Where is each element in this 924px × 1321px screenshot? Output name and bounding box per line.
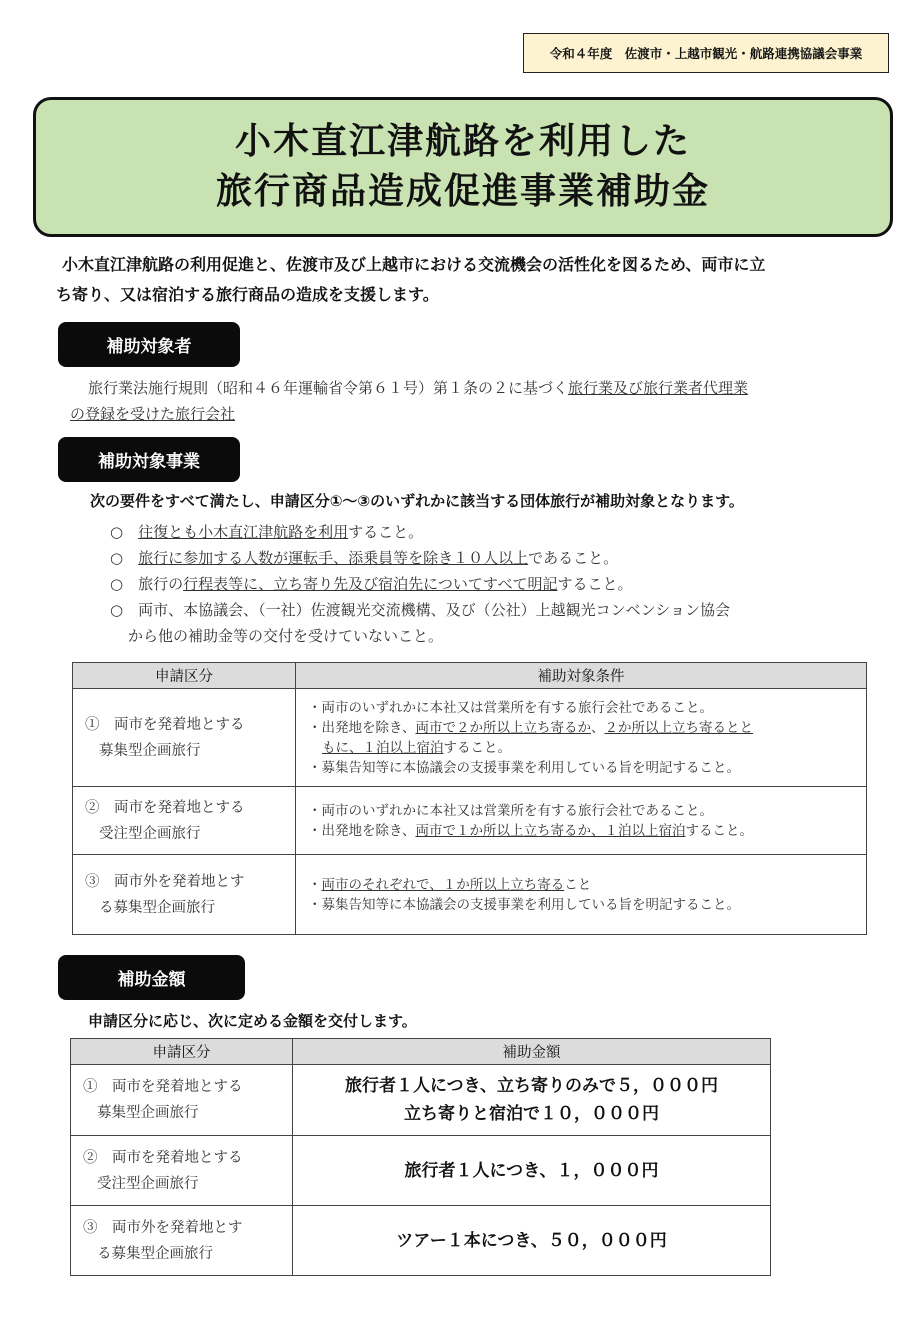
amount-table — [70, 1038, 771, 1276]
eligible-text-b: 旅行業及び旅行業者代理業 — [568, 379, 749, 397]
table-row — [73, 689, 867, 787]
program-badge — [523, 33, 889, 73]
requirement-4-line-1: 両市、本協議会、（一社）佐渡観光交流機構、及び（公社）上越観光コンベンション協会 — [138, 601, 730, 619]
category-line-1: ③ 両市外を発着地とす — [83, 1219, 243, 1236]
intro-line-1: 小木直江津航路の利用促進と、佐渡市及び上越市における交流機会の活性化を図るため、両市に立 — [62, 255, 766, 274]
condition-tail: すること。 — [443, 739, 511, 756]
amount-line: 旅行者１人につき、１，０００円 — [404, 1160, 659, 1181]
condition-tail: こと — [564, 876, 592, 893]
category-line-2: 受注型企画旅行 — [97, 1175, 199, 1192]
table-row — [71, 1136, 771, 1206]
condition-underlined: もに、１泊以上宿泊 — [322, 739, 444, 756]
table2-row3-category — [71, 1206, 293, 1276]
program-text: 令和４年度 佐渡市・上越市観光・航路連携協議会事業 — [549, 46, 863, 61]
condition-head: ・出発地を除き、 — [308, 822, 416, 839]
table2-header-amount: 補助金額 — [293, 1039, 771, 1065]
section-label-projects — [58, 437, 240, 482]
condition-head: ・ — [308, 876, 322, 893]
bullet-icon: ○ — [110, 575, 124, 593]
table2-row2-amount — [293, 1136, 771, 1206]
requirement-2-tail: であること。 — [528, 549, 619, 567]
condition-tail: すること。 — [685, 822, 753, 839]
category-line-2: 募集型企画旅行 — [99, 742, 201, 759]
requirement-2 — [110, 545, 618, 571]
table1-header-category: 申請区分 — [73, 663, 296, 689]
table1-row2-conditions — [296, 787, 867, 855]
section-label-projects-text: 補助対象事業 — [98, 452, 200, 472]
condition-line: ・募集告知等に本協議会の支援事業を利用している旨を明記すること。 — [308, 759, 740, 776]
requirement-2-underlined: 旅行に参加する人数が運転手、添乗員等を除き１０人以上 — [138, 549, 529, 567]
table1-row3-category — [73, 855, 296, 935]
condition-comma: 、 — [590, 719, 605, 736]
bullet-icon: ○ — [110, 601, 124, 619]
bullet-icon: ○ — [110, 549, 124, 567]
table1-row1-conditions — [296, 689, 867, 787]
table-row — [71, 1206, 771, 1276]
amount-line: ツアー１本につき、５０，０００円 — [396, 1230, 667, 1251]
requirement-3 — [110, 571, 633, 597]
condition-line — [308, 821, 865, 841]
amount-lead: 申請区分に応じ、次に定める金額を交付します。 — [88, 1012, 417, 1030]
condition-underlined: 両市のそれぞれで、１か所以上立ち寄る — [321, 876, 565, 893]
intro-paragraph — [56, 250, 874, 310]
category-line-1: ② 両市を発着地とする — [85, 799, 245, 816]
table2-row1-category — [71, 1065, 293, 1136]
condition-line — [308, 875, 865, 895]
table-row — [73, 855, 867, 935]
section-label-amount-text: 補助金額 — [117, 970, 186, 990]
table1-row2-category — [73, 787, 296, 855]
eligible-text-a: 旅行業法施行規則（昭和４６年運輸省令第６１号）第１条の２に基づく — [88, 379, 569, 397]
condition-underlined: 両市で２か所以上立ち寄るか — [415, 719, 591, 736]
condition-underlined: 両市で１か所以上立ち寄るか、１泊以上宿泊 — [415, 822, 686, 839]
requirement-1 — [110, 519, 423, 545]
category-line-1: ① 両市を発着地とする — [85, 716, 245, 733]
title-line-2: 旅行商品造成促進事業補助金 — [215, 171, 710, 212]
condition-underlined: ２か所以上立ち寄るとと — [604, 719, 753, 736]
table2-row1-amount — [293, 1065, 771, 1136]
condition-line: ・両市のいずれかに本社又は営業所を有する旅行会社であること。 — [308, 699, 713, 716]
requirement-3-head: 旅行の — [138, 575, 184, 593]
table2-row2-category — [71, 1136, 293, 1206]
requirement-1-underlined: 往復とも小木直江津航路を利用 — [138, 523, 349, 541]
table-row — [71, 1065, 771, 1136]
intro-line-2: ち寄り、又は宿泊する旅行商品の造成を支援します。 — [56, 285, 439, 304]
requirement-1-tail: すること。 — [348, 523, 424, 541]
condition-head: ・出発地を除き、 — [308, 719, 416, 736]
section-label-eligible — [58, 322, 240, 367]
category-line-1: ③ 両市外を発着地とす — [85, 873, 245, 890]
requirement-4 — [110, 597, 730, 623]
requirement-3-tail: すること。 — [557, 575, 633, 593]
table1-header-conditions: 補助対象条件 — [296, 663, 867, 689]
eligible-text-line-1 — [88, 375, 748, 401]
category-line-2: る募集型企画旅行 — [99, 899, 215, 916]
condition-line — [308, 718, 865, 738]
amount-line: 立ち寄りと宿泊で１０，０００円 — [404, 1104, 659, 1124]
title-box — [33, 97, 893, 237]
table1-row3-conditions — [296, 855, 867, 935]
section-label-amount — [58, 955, 245, 1000]
bullet-icon: ○ — [110, 523, 124, 541]
table-row — [73, 787, 867, 855]
category-line-1: ① 両市を発着地とする — [83, 1079, 243, 1095]
eligible-text-line-2: の登録を受けた旅行会社 — [70, 405, 236, 423]
table2-row3-amount — [293, 1206, 771, 1276]
category-line-2: 募集型企画旅行 — [97, 1105, 199, 1121]
table2-header-category: 申請区分 — [71, 1039, 293, 1065]
conditions-table — [72, 662, 867, 935]
section-label-eligible-text: 補助対象者 — [106, 337, 192, 357]
condition-line — [308, 738, 865, 758]
amount-line: 旅行者１人につき、立ち寄りのみで５，０００円 — [345, 1076, 718, 1096]
requirement-3-underlined: 行程表等に、立ち寄り先及び宿泊先についてすべて明記 — [183, 575, 558, 593]
category-line-1: ② 両市を発着地とする — [83, 1149, 243, 1166]
condition-line: ・両市のいずれかに本社又は営業所を有する旅行会社であること。 — [308, 802, 713, 819]
category-line-2: る募集型企画旅行 — [97, 1245, 213, 1262]
condition-line: ・募集告知等に本協議会の支援事業を利用している旨を明記すること。 — [308, 896, 740, 913]
projects-lead: 次の要件をすべて満たし、申請区分①～③のいずれかに該当する団体旅行が補助対象となります。 — [90, 492, 744, 510]
category-line-2: 受注型企画旅行 — [99, 825, 201, 842]
table1-row1-category — [73, 689, 296, 787]
requirement-4-line-2: から他の補助金等の交付を受けていないこと。 — [128, 627, 444, 645]
title-line-1: 小木直江津航路を利用した — [234, 121, 691, 162]
